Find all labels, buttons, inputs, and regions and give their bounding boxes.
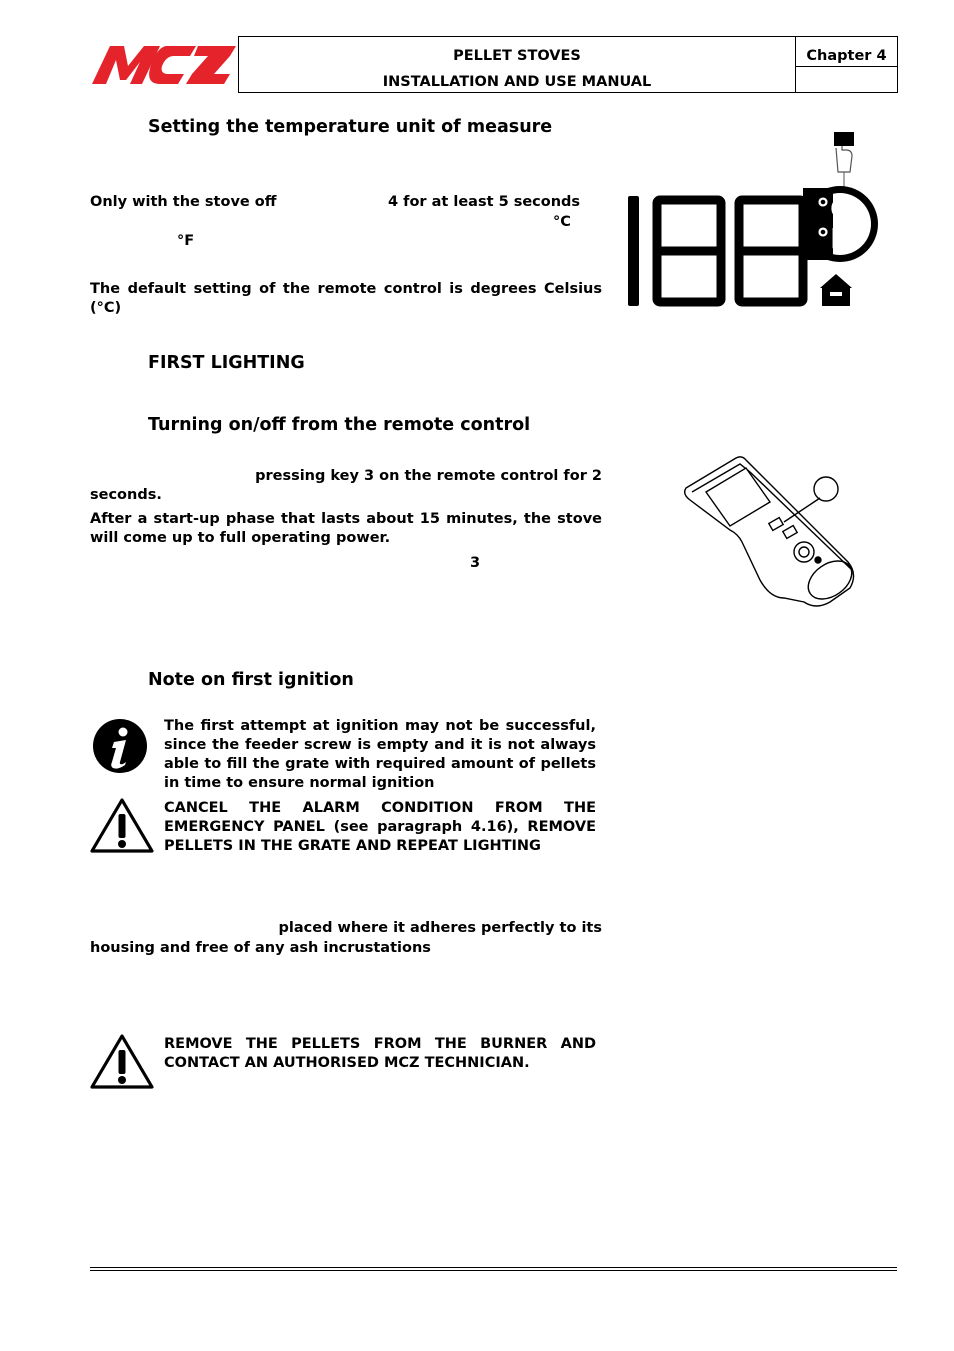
house-icon	[820, 274, 852, 306]
digit-eight-1	[657, 200, 721, 302]
header-chapter-cell	[796, 37, 897, 67]
brand-logo	[90, 40, 238, 90]
unit-text-celsius: °C	[553, 214, 571, 230]
warning-text: CANCEL THE ALARM CONDITION FROM THE EMERGENCY PANEL (see paragraph 4.16), REMOVE PELLETS IN THE GRATE AND REPEAT LIGHTING	[164, 800, 596, 854]
unit-c-label: °C	[816, 192, 851, 225]
info-text: The first attempt at ignition may not be successful, since the feeder screw is empty and it is not always able to fill the grate with required amount of pellets in time to ensure normal ignition	[164, 718, 596, 791]
header-title-cell	[239, 37, 796, 92]
seven-segment-display-graphic	[620, 128, 890, 312]
header-title-line2: INSTALLATION AND USE MANUAL	[382, 74, 652, 90]
key-number-3: 3	[470, 555, 481, 571]
placed-text-a: placed where it adheres perfectly to its	[278, 920, 602, 936]
chapter-label: Chapter 4	[806, 48, 887, 64]
hand-press-icon	[834, 132, 854, 188]
footer-rule-bottom	[90, 1270, 897, 1271]
header-title-line1: PELLET STOVES	[453, 48, 581, 64]
placed-text-b: housing and free of any ash incrustations	[90, 940, 431, 956]
remote-control-icon	[680, 452, 870, 612]
display-figure	[620, 128, 890, 312]
mcz-logo-graphic	[90, 40, 238, 90]
startup-text: After a start-up phase that lasts about 15 minutes, the stove will come up to full operating power.	[90, 511, 602, 546]
default-setting-note: The default setting of the remote control is degrees Celsius (°C)	[90, 281, 602, 316]
info-icon	[92, 718, 148, 774]
heading-note-first-ignition: Note on first ignition	[148, 670, 354, 690]
digit-eight-2	[739, 200, 803, 302]
on-off-seconds: seconds.	[90, 487, 162, 503]
heading-turning-on-off: Turning on/off from the remote control	[148, 415, 531, 435]
heading-first-lighting: FIRST LIGHTING	[148, 353, 305, 373]
heading-temperature-unit: Setting the temperature unit of measure	[148, 117, 553, 137]
remote-control-figure	[680, 452, 870, 612]
warning-icon-2	[90, 1033, 154, 1089]
warning-icon	[90, 797, 154, 853]
footer-rule-top	[90, 1267, 897, 1268]
unit-text-stove-off: Only with the stove off	[90, 194, 277, 210]
unit-f-label: °F	[816, 222, 850, 255]
warning-text-2: REMOVE THE PELLETS FROM THE BURNER AND CONTACT AN AUTHORISED MCZ TECHNICIAN.	[164, 1036, 596, 1071]
on-off-press-text: pressing key 3 on the remote control for 2	[255, 468, 602, 484]
header-table	[238, 36, 898, 93]
unit-text-key4: 4 for at least 5 seconds	[388, 194, 581, 210]
unit-text-fahrenheit: °F	[177, 233, 195, 249]
